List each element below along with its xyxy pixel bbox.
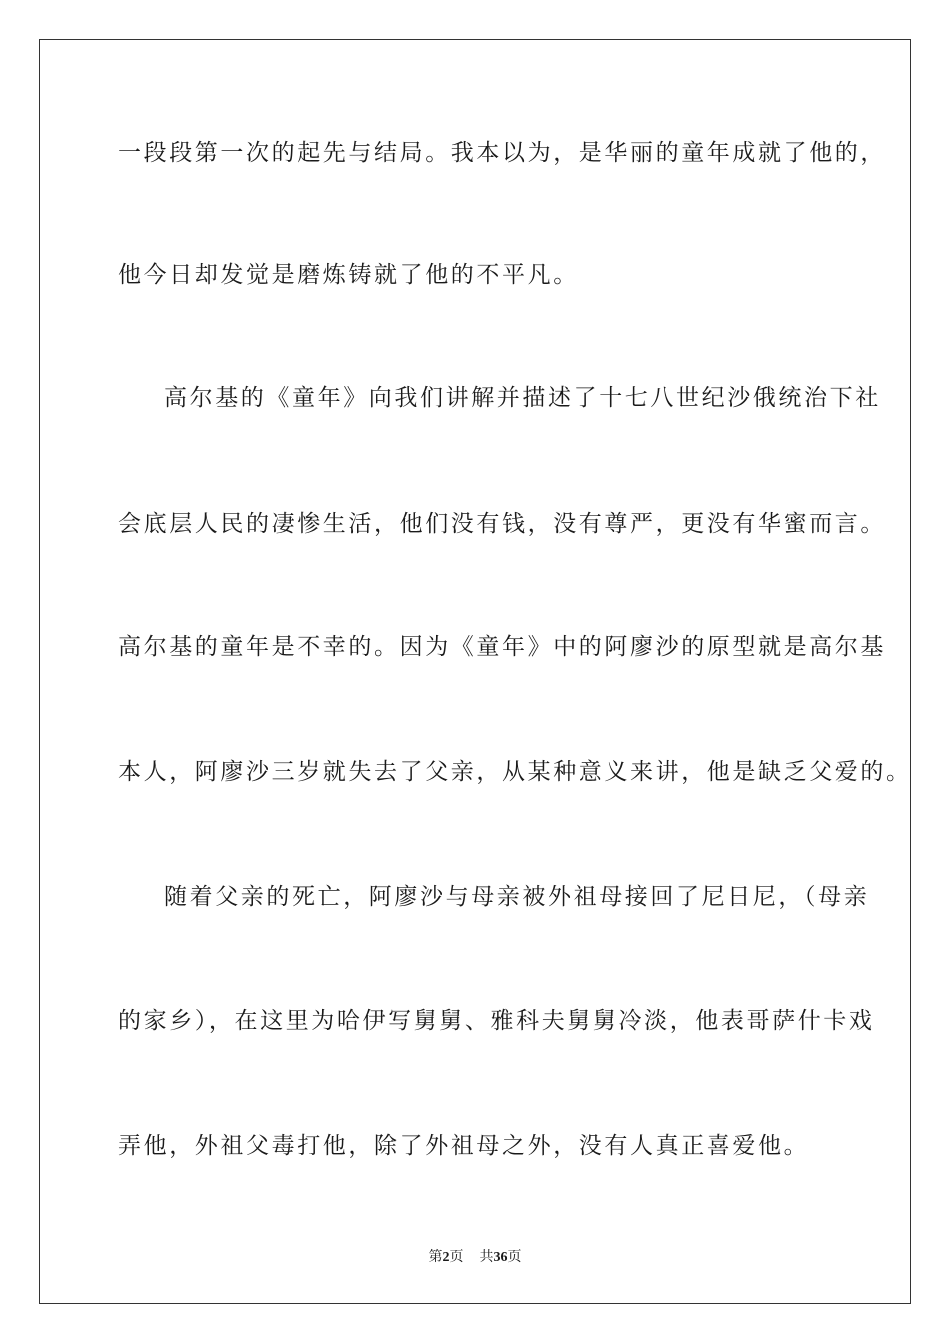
total-suffix: 页: [507, 1249, 522, 1265]
total-prefix: 共: [479, 1249, 494, 1265]
text-line-2: 他今日却发觉是磨炼铸就了他的不平凡。: [118, 262, 579, 288]
text-line-6: 本人，阿廖沙三岁就失去了父亲，从某种意义来讲，他是缺乏父爱的。: [118, 759, 912, 785]
text-line-9: 弄他，外祖父毒打他，除了外祖母之外，没有人真正喜爱他。: [118, 1133, 810, 1159]
page-border: [39, 39, 911, 1304]
text-line-4: 会底层人民的凄惨生活，他们没有钱，没有尊严，更没有华蜜而言。: [118, 511, 886, 537]
page-footer: [0, 1248, 950, 1267]
page-number: 2: [442, 1250, 450, 1265]
text-line-8: 的家乡），在这里为哈伊写舅舅、雅科夫舅舅冷淡，他表哥萨什卡戏: [118, 1008, 875, 1034]
total-pages: 36: [493, 1250, 508, 1265]
text-line-5: 高尔基的童年是不幸的。因为《童年》中的阿廖沙的原型就是高尔基: [118, 634, 886, 660]
text-line-1: 一段段第一次的起先与结局。我本以为，是华丽的童年成就了他的，: [118, 140, 886, 166]
text-line-7: 随着父亲的死亡，阿廖沙与母亲被外祖母接回了尼日尼，（母亲: [164, 884, 870, 910]
text-line-3: 高尔基的《童年》向我们讲解并描述了十七八世纪沙俄统治下社: [164, 385, 881, 411]
page-suffix: 页: [449, 1249, 464, 1265]
page-prefix: 第: [428, 1249, 443, 1265]
